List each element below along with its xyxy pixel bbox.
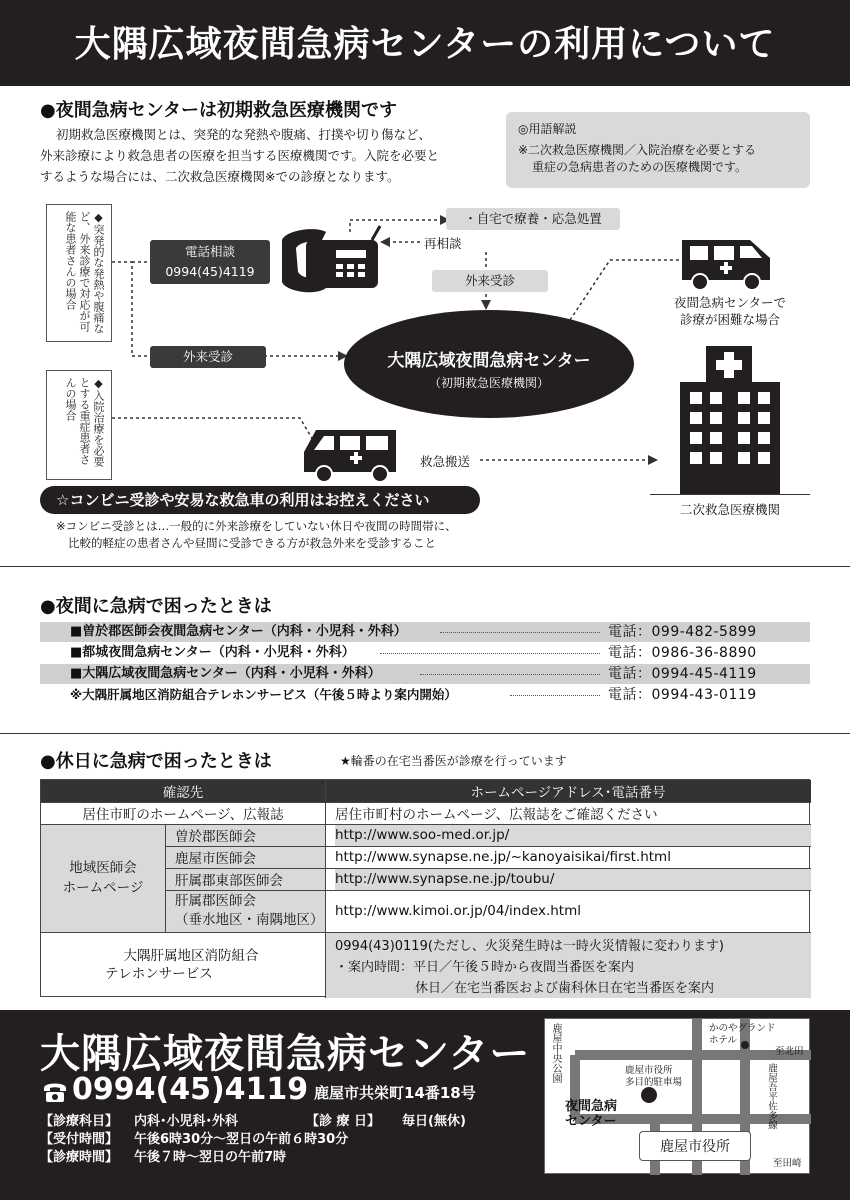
grid-line xyxy=(41,824,811,825)
association-name xyxy=(175,890,325,932)
footer-address: 鹿屋市共栄町14番18号 xyxy=(314,1084,476,1102)
grid-line xyxy=(165,824,166,932)
hours-value: 午後７時～翌日の午前7時 xyxy=(134,1150,287,1165)
night-center-name: 大隅広域夜間急病センター xyxy=(387,351,591,371)
phone-consult-label: 電話相談 xyxy=(184,244,235,259)
association-name: 鹿屋市医師会 xyxy=(175,851,256,867)
night-center-ellipse xyxy=(344,310,634,418)
fire-service-label xyxy=(41,932,325,998)
night-contact-name: ■大隅広域夜間急病センター（内科・小児科・外科） xyxy=(70,666,381,681)
telephone-icon xyxy=(276,220,386,300)
divider-2 xyxy=(0,733,850,734)
ambulance-icon-2 xyxy=(300,424,404,486)
association-name-line-1: 肝属郡医師会 xyxy=(175,893,256,909)
intro-line-1: 初期救急医療機関とは、突発的な発熱や腹痛、打撲や切り傷など、 xyxy=(56,127,432,142)
box-inpatient-case xyxy=(46,370,112,480)
footer-title: 大隅広域夜間急病センター xyxy=(40,1031,531,1077)
conbini-note xyxy=(56,518,457,552)
dot-leader xyxy=(420,674,600,675)
dept-label: 【診療科目】 xyxy=(40,1114,119,1129)
outpatient-pill-left: 外来受診 xyxy=(150,346,266,368)
table-header-cell: ホームページアドレス･電話番号 xyxy=(325,780,811,802)
intro-line-3: するような場合には、二次救急医療機関※での診療となります。 xyxy=(40,169,400,184)
grid-line xyxy=(165,868,811,869)
association-name: 曽於郡医師会 xyxy=(175,829,256,845)
fire-label-line-2: テレホンサービス xyxy=(105,966,213,982)
map-center-line-1: 夜間急病 xyxy=(565,1099,618,1114)
home-care-pill: ・自宅で療養・応急処置 xyxy=(446,208,620,230)
table-cell: 居住市町のホームページ、広報誌 xyxy=(82,807,284,823)
group-label-line-1: 地域医師会 xyxy=(69,860,137,876)
fire-line-2: ・案内時間：平日／午後５時から夜間当番医を案内 xyxy=(335,959,635,975)
association-name: 肝属郡東部医師会 xyxy=(175,873,283,889)
conbini-note-line-1: ※コンビニ受診とは…一般的に外来診療をしていない休日や夜間の時間帯に、 xyxy=(56,519,457,533)
phone-icon xyxy=(40,1080,70,1104)
dot-leader xyxy=(380,653,600,654)
dot-leader xyxy=(510,695,600,696)
night-contact-row xyxy=(40,643,810,663)
night-contact-phone[interactable]: 電話：0994-45-4119 xyxy=(608,666,757,682)
glossary-note-line-1: ※二次救急医療機関／入院治療を必要とする xyxy=(518,143,757,157)
map-center-line-2: センター xyxy=(565,1114,617,1129)
secondary-facility-label: 二次救急医療機関 xyxy=(679,502,780,517)
conbini-note-line-2: 比較的軽症の患者さんや昼間に受診できる方が救急外来を受診すること xyxy=(68,536,436,550)
night-contact-name: ■都城夜間急病センター（内科・小児科・外科） xyxy=(70,645,355,660)
map-road-right: 鹿屋吾平佐多線 xyxy=(766,1063,777,1130)
night-contact-phone[interactable]: 電話：0986-36-8890 xyxy=(608,645,757,661)
night-contact-row xyxy=(40,664,810,684)
fire-label-line-1: 大隅肝属地区消防組合 xyxy=(123,948,259,964)
outpatient-pill-top: 外来受診 xyxy=(432,270,548,292)
group-label-line-2: ホームページ xyxy=(62,880,144,896)
map-center-label xyxy=(565,1099,617,1129)
association-url[interactable]: http://www.soo-med.or.jp/ xyxy=(335,824,811,846)
grid-line xyxy=(325,780,326,998)
map-hotel-line-1: かのやグランド xyxy=(709,1023,776,1034)
map-city-hall: 鹿屋市役所 xyxy=(639,1131,751,1161)
divider-1 xyxy=(0,566,850,567)
table-header-cell: 確認先 xyxy=(41,780,325,802)
dot-leader xyxy=(440,632,600,633)
night-center-sub: （初期救急医療機関） xyxy=(428,376,549,390)
footer-phone[interactable]: 0994(45)4119 xyxy=(72,1072,309,1107)
difficult-line-1: 夜間急病センターで xyxy=(673,295,786,310)
access-map xyxy=(544,1018,810,1174)
association-url[interactable]: http://www.synapse.ne.jp/toubu/ xyxy=(335,868,811,890)
difficult-line-2: 診療が困難な場合 xyxy=(679,312,780,327)
emergency-transport-label: 救急搬送 xyxy=(420,454,471,469)
glossary-note xyxy=(518,142,804,176)
holiday-table xyxy=(40,779,810,997)
reception-label: 【受付時間】 xyxy=(40,1132,119,1147)
map-road-park: 鹿屋中央公園 xyxy=(550,1023,561,1083)
section-title-night: ●夜間に急病で困ったときは xyxy=(40,596,272,617)
grid-line xyxy=(165,846,811,847)
grid-line xyxy=(41,932,811,933)
glossary-note-line-2: 重症の急病患者のための医療機関です。 xyxy=(532,160,748,174)
fire-line-3: 休日／在宅当番医および歯科休日在宅当番医を案内 xyxy=(415,980,715,996)
intro-line-2: 外来診療により救急患者の医療を担当する医療機関です。入院を必要と xyxy=(40,148,440,163)
hours-label: 【診療時間】 xyxy=(40,1150,119,1165)
phone-consult-pill xyxy=(150,240,270,284)
map-parking-line-1: 鹿屋市役所 xyxy=(625,1065,673,1076)
glossary-box xyxy=(506,112,810,188)
association-url[interactable]: http://www.kimoi.or.jp/04/index.html xyxy=(335,903,581,919)
page-title: 大隅広域夜間急病センターの利用について xyxy=(74,24,776,65)
grid-line xyxy=(41,802,811,803)
section-title-holiday: ●休日に急病で困ったときは xyxy=(40,751,272,772)
night-contact-name: ※大隅肝属地区消防組合テレホンサービス（午後５時より案内開始） xyxy=(70,687,457,702)
dept-value: 内科･小児科･外科 xyxy=(134,1114,239,1129)
table-cell: 居住市町村のホームページ、広報誌をご確認ください xyxy=(335,807,658,823)
association-name-line-2: （垂水地区・南隅地区） xyxy=(175,912,324,928)
night-contact-name: ■曽於郡医師会夜間急病センター（内科・小児科・外科） xyxy=(70,624,407,639)
hospital-building-icon xyxy=(672,346,788,494)
fire-line-1: 0994(43)0119(ただし、火災発生時は一時火災情報に変わります) xyxy=(335,938,724,954)
association-url[interactable]: http://www.synapse.ne.jp/~kanoyaisikai/first.html xyxy=(335,849,671,865)
night-contact-row xyxy=(40,685,810,705)
map-to-tasaki: 至田崎 xyxy=(773,1158,802,1169)
box-outpatient-case xyxy=(46,204,112,342)
grid-line xyxy=(165,890,811,891)
reconsult-label: 再相談 xyxy=(424,236,462,251)
box-inpatient-case-text: ◆入院治療を必要とする重症患者さんの場合 xyxy=(64,377,105,467)
days-label: 【診 療 日】 xyxy=(306,1114,381,1129)
map-hotel-line-2: ホテル xyxy=(709,1035,738,1046)
reception-value: 午後6時30分～翌日の午前６時30分 xyxy=(134,1132,349,1147)
glossary-heading: ◎用語解説 xyxy=(518,122,577,136)
map-parking-line-2: 多目的駐車場 xyxy=(625,1077,683,1088)
night-contact-phone[interactable]: 電話：099-482-5899 xyxy=(608,624,757,640)
night-contact-phone[interactable]: 電話：0994-43-0119 xyxy=(608,687,757,703)
table-group-label xyxy=(41,824,165,932)
days-value: 毎日(無休) xyxy=(402,1114,466,1129)
holiday-note: ★輪番の在宅当番医が診療を行っています xyxy=(340,754,567,768)
night-contact-row xyxy=(40,622,810,642)
map-parking xyxy=(625,1065,682,1089)
difficult-case-label xyxy=(650,294,810,328)
section-title-primary-care: ●夜間急病センターは初期救急医療機関です xyxy=(40,100,397,121)
secondary-divider xyxy=(650,494,810,495)
ambulance-icon xyxy=(676,234,776,292)
conbini-warning-banner: ☆コンビニ受診や安易な救急車の利用はお控えください xyxy=(40,486,480,514)
map-to-kitada: 至北田 xyxy=(775,1046,804,1057)
phone-consult-number: 0994(45)4119 xyxy=(165,264,255,279)
box-outpatient-case-text: ◆突発的な発熱や腹痛など、外来診療で対応が可能な患者さんの場合 xyxy=(64,211,105,334)
map-hotel xyxy=(709,1023,776,1047)
